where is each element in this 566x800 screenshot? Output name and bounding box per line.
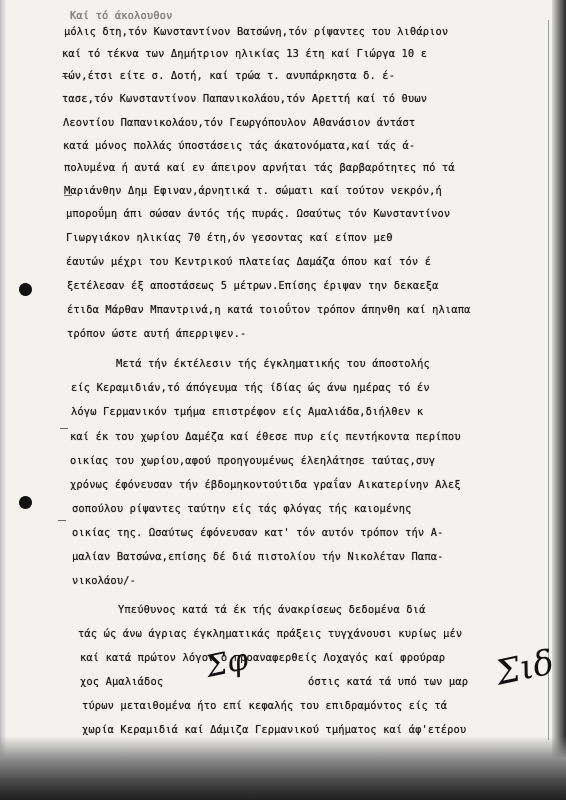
text-line: μαλίαν Βατσώνα,επίσης δέ διά πιστολίου τήν Νικολέταν Παπα- <box>72 551 444 563</box>
text-line: τασε,τόν Κωνσταντίνον Παπανικολάου,τόν Αρεττή καί τό θυων <box>62 93 428 105</box>
text-line: Μετά τήν έκτέλεσιν τής έγκληματικής του άποστολής <box>116 358 430 370</box>
page-fold-line <box>548 20 549 740</box>
text-line: Υπεύθυνος κατά τά έκ τής άνακρίσεως δεδομένα διά <box>118 604 426 616</box>
text-line: είς Κεραμιδιάν,τό άπόγευμα τής ίδίας ώς άνω ημέρας τό έν <box>71 382 430 394</box>
text-line: σοπούλου ρίψαντες ταύτην είς τάς φλόγας τής καιομένης <box>72 503 412 515</box>
text-line: μόλις δτη,τόν Κωνσταντίνον Βατσώνη,τόν ρίψαντες του λιθάριον <box>64 26 449 38</box>
text-line: όστις κατά τά υπό των μαρ <box>308 676 469 688</box>
text-line: χρόνως έφόνευσαν τήν έβδομηκοντούτιδα γραΐαν Αικατερίνην Αλεξ <box>70 479 461 491</box>
text-line: τάς ώς άνω άγριας έγκληματικάς πράξεις τυγχάνουσι κυρίως μέν <box>78 628 463 640</box>
page-bottom-shadow <box>0 736 566 800</box>
text-line: χος Αμαλιάδος <box>80 676 164 688</box>
text-line: τύρων μεταιθομένα ήτο επί κεφαλής του επιδραμόντος είς τά <box>82 700 448 712</box>
margin-mark <box>58 520 66 521</box>
page-left-edge <box>0 0 6 800</box>
text-line: καί τό τέκνα των Δημήτριον ηλικίας 13 έτη καί Γιώργα 10 ε <box>62 48 428 60</box>
handwritten-signature: Σιδ <box>492 642 558 694</box>
text-line: καί κατά πρώτον λόγον ο προαναφερθείς Λοχαγός καί φρούραρ <box>80 652 446 664</box>
margin-mark <box>60 428 68 429</box>
text-line: έτιδα Μάρθαν Μπαντρινά,η κατά τοιοΰτον τρόπον άπηνθη καί ηλιαπα <box>67 304 471 316</box>
text-line: Μαριάνθην Δημ Εφιναν,άρνητικά τ. σώματι καί τούτον νεκρόν,ή <box>64 185 442 197</box>
text-line: κατά μόνος πολλάς ύποστάσεις τάς άκατονόματα,καί τάς ά- <box>63 140 416 152</box>
text-line: τρόπον ώστε αυτή άπερριψεν.- <box>67 328 247 340</box>
text-line: έαυτών μέχρι του Κεντρικού πλατείας Δαμάζα όπου καί τόν έ <box>66 256 432 268</box>
punch-hole-top <box>19 283 32 296</box>
text-line: νικολάου/- <box>72 575 137 587</box>
text-line: λόγω Γερμανικόν τμήμα επιστρέφον είς Αμαλιάδα,διήλθεν κ <box>71 406 424 418</box>
handwritten-initials: Σφ <box>202 641 252 686</box>
text-line: Γιωργιάκον ηλικίας 70 έτη,όν γεσοντας καί είπον μεθ <box>66 232 393 244</box>
text-line: τών,έτσι είτε σ. Δοτή, καί τρώα τ. ανυπάρκηστα δ. έ- <box>62 70 396 82</box>
text-line: μποροΰμη άπι σώσαν άντός τής πυράς. Ωσαύτως τόν Κωνσταντίνον <box>66 208 451 220</box>
punch-hole-bottom <box>19 496 32 509</box>
document-header-line: Καί τό άκολουθον <box>70 10 173 22</box>
text-line: καί έκ του χωρίου Δαμέζα καί έθεσε πυρ είς πεντήκοντα περίπου <box>70 431 461 443</box>
text-line: ξετέλεσαν έξ αποστάσεως 5 μέτρων.Επίσης έριψαν την δεκαεξα <box>67 280 439 292</box>
text-line: πολυμένα ή αυτά καί εν άπειρον αρνήται τάς βαρβαρότητες πό τά <box>64 162 455 174</box>
text-line: Λεοντίου Παπανικολάου,τόν Γεωργόπουλον Αθανάσιον άντάστ <box>63 117 416 129</box>
text-line: οικίας του χωρίου,αφού προηγουμένως έλεηλάτησε ταύτας,συγ <box>70 455 436 467</box>
text-line: οικίας της. Ωσαύτως έφόνευσαν κατ' τόν αυτόν τρόπον τήν Α- <box>72 527 444 539</box>
text-line: χωρία Κεραμιδιά καί Δάμιζα Γερμανικού τμήματος καί άφ'ετέρου <box>82 724 467 736</box>
